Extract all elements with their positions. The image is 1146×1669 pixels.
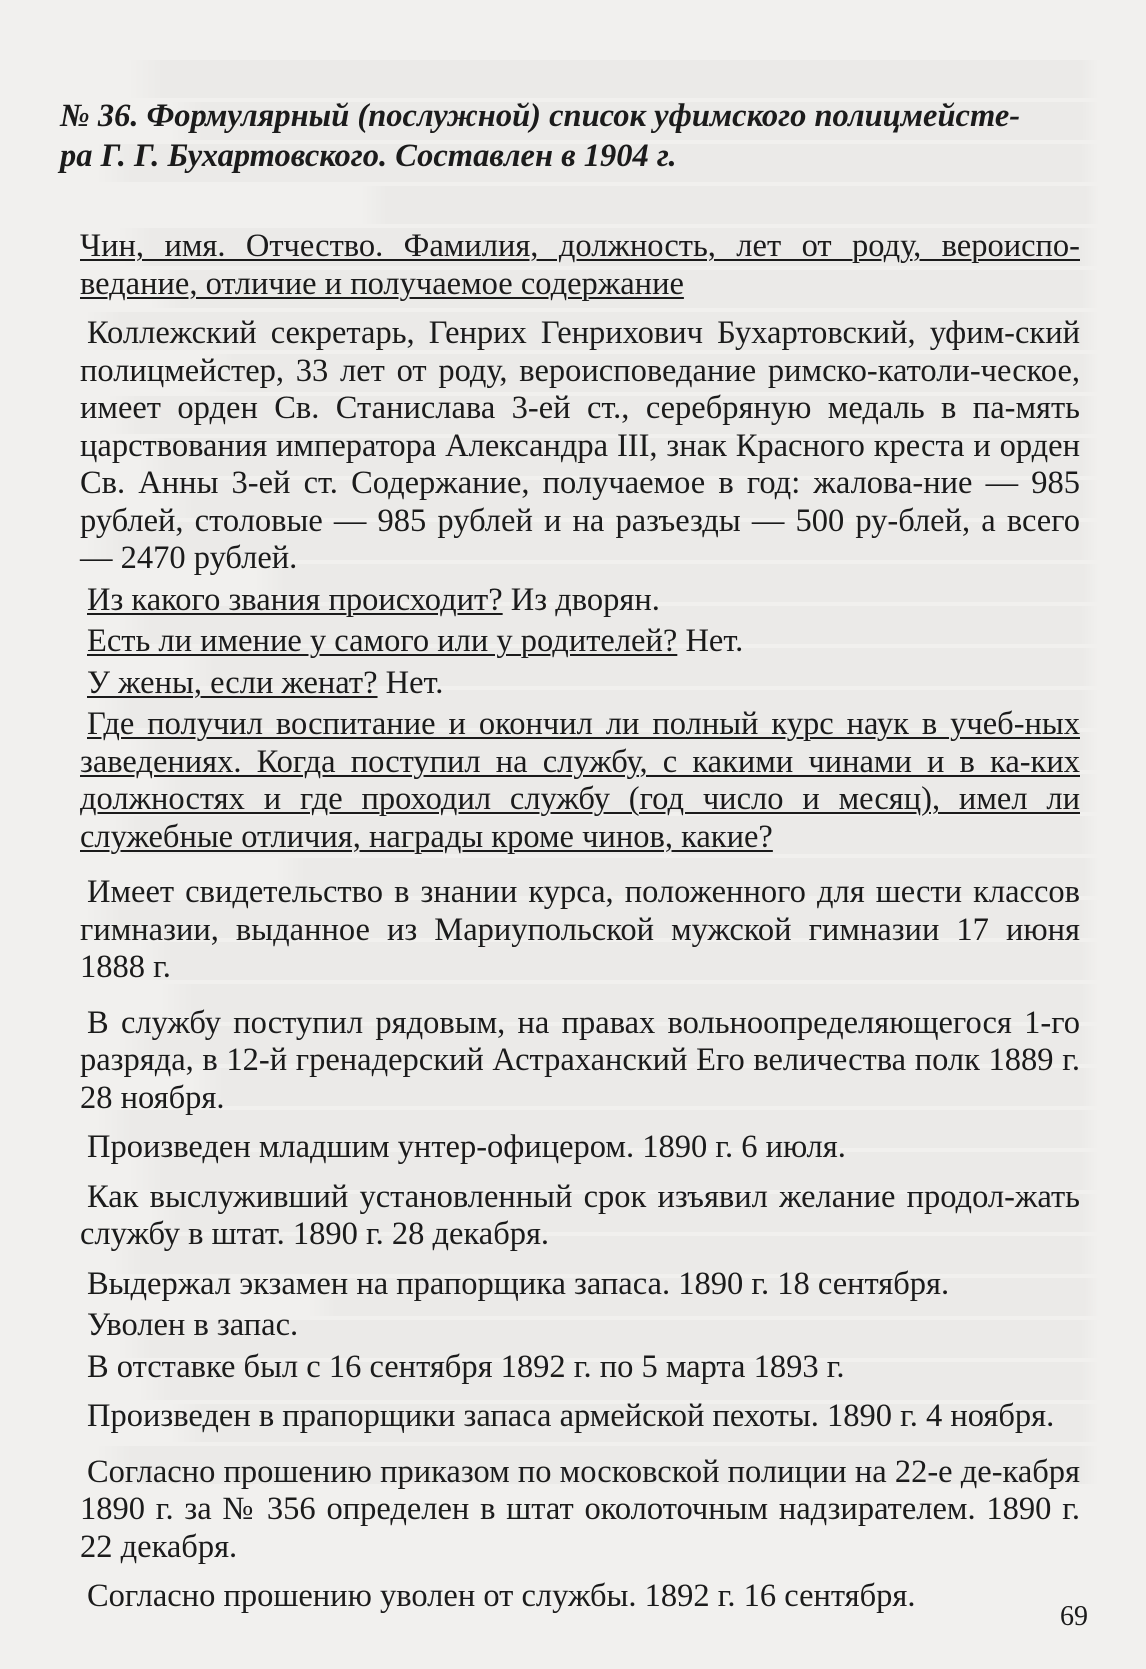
wife-line	[80, 665, 1080, 703]
service-entry: Произведен младшим унтер-офицером. 1890 г. 6 июля.	[87, 1129, 846, 1165]
education-question: Где получил воспитание и окончил ли полный курс наук в учеб-ных заведениях. Когда поступил на службу, с какими чинами и в ка-ких должностях и где проходил службу (год число и месяц), имел ли служебные отличия, награды кроме чинов, какие?	[80, 706, 1080, 855]
title-line-2: ра Г. Г. Бухартовского. Составлен в 1904 г.	[60, 138, 677, 174]
service-entry: В службу поступил рядовым, на правах вольноопределяющегося 1-го разряда, в 12-й гренадерский Астраханский Его величества полк 1889 г. 28 ноября.	[80, 1004, 1080, 1116]
service-entry: Как выслуживший установленный срок изъявил желание продол-жать службу в штат. 1890 г. 28 декабря.	[80, 1178, 1080, 1252]
page-number: 69	[1060, 1601, 1088, 1632]
document-page	[60, 96, 1080, 1616]
service-entry: Согласно прошению приказом по московской полиции на 22-е де-кабря 1890 г. за № 356 определен в штат околоточным надзирателем. 1890 г. 22 декабря.	[80, 1453, 1080, 1565]
header-question: Чин, имя. Отчество. Фамилия, должность, лет от роду, вероиспо-ведание, отличие и получаемое содержание	[80, 228, 1080, 302]
estate-question: Есть ли имение у самого или у родителей?	[87, 623, 678, 659]
service-entry: В отставке был с 16 сентября 1892 г. по 5 марта 1893 г.	[87, 1348, 845, 1385]
origin-answer: Из дворян.	[502, 581, 660, 618]
header-answer: Коллежский секретарь, Генрих Генрихович Бухартовский, уфим-ский полицмейстер, 33 лет от роду, вероисповедание римско-католи-ческое, имеет орден Св. Станислава 3-ей ст., серебряную медаль в па-мять царствования императора Александра III, знак Красного креста и орден Св. Анны 3-ей ст. Содержание, получаемое в год: жалова-ние — 985 рублей, столовые — 985 рублей и на разъезды — 500 ру-блей, а всего — 2470 рублей.	[80, 315, 1080, 576]
estate-line	[80, 623, 1080, 661]
origin-line	[80, 582, 1080, 620]
service-entry: Согласно прошению уволен от службы. 1892 г. 16 сентября.	[87, 1578, 916, 1614]
wife-answer: Нет.	[377, 664, 444, 701]
service-entry: Выдержал экзамен на прапорщика запаса. 1890 г. 18 сентября.	[87, 1265, 950, 1302]
document-title	[60, 96, 1080, 176]
service-entry: Имеет свидетельство в знании курса, положенного для шести классов гимназии, выданное из Мариупольской мужской гимназии 17 июня 1888 г.	[80, 874, 1080, 985]
service-entry: Уволен в запас.	[87, 1307, 299, 1343]
title-line-1: № 36. Формулярный (послужной) список уфимского полицмейсте-	[60, 98, 1021, 134]
service-entry: Произведен в прапорщики запаса армейской пехоты. 1890 г. 4 ноября.	[87, 1398, 1055, 1434]
estate-answer: Нет.	[677, 623, 744, 659]
wife-question: У жены, если женат?	[87, 664, 378, 701]
origin-question: Из какого звания происходит?	[87, 581, 503, 618]
